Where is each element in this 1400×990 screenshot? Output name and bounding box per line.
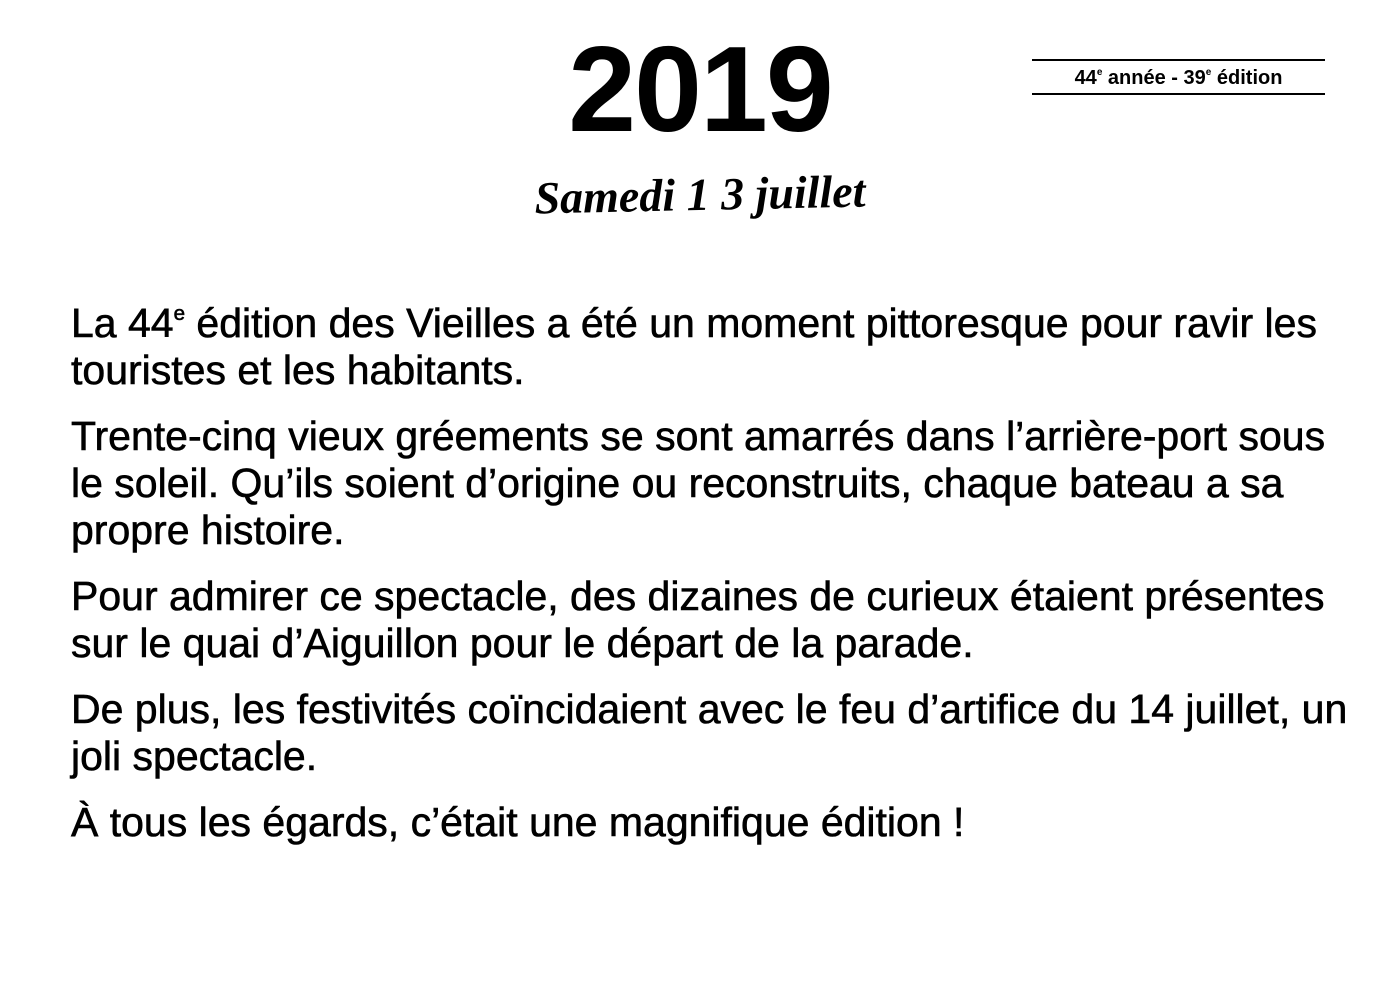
paragraph-1-start: La 44 [71, 300, 174, 346]
paragraph-1 [71, 300, 1351, 394]
event-date: Samedi 1 3 juillet [533, 165, 866, 224]
article-body [71, 300, 1351, 865]
paragraph-1-end: édition des Vieilles a été un moment pittoresque pour ravir les touristes et les habitants. [71, 300, 1317, 393]
edition-text: édition [1211, 67, 1283, 89]
edition-number-sup: e [1205, 67, 1212, 79]
edition-year-sup: e [1096, 67, 1103, 79]
paragraph-3: Pour admirer ce spectacle, des dizaines de curieux étaient présentes sur le quai d’Aiguillon pour le départ de la parade. [71, 573, 1325, 666]
paragraph-1-sup: e [173, 302, 186, 326]
paragraph-4: De plus, les festivités coïncidaient avec le feu d’artifice du 14 juillet, un joli spectacle. [71, 686, 1348, 779]
edition-year-number: 44 [1074, 67, 1097, 89]
paragraph-5: À tous les égards, c’était une magnifique édition ! [71, 799, 965, 845]
year-title: 2019 [568, 21, 832, 157]
edition-year-text: année - [1102, 67, 1184, 89]
edition-number: 39 [1183, 67, 1206, 89]
paragraph-2: Trente-cinq vieux gréements se sont amarrés dans l’arrière-port sous le soleil. Qu’ils soient d’origine ou reconstruits, chaque bateau a sa propre histoire. [71, 413, 1326, 553]
edition-banner [1032, 59, 1325, 95]
